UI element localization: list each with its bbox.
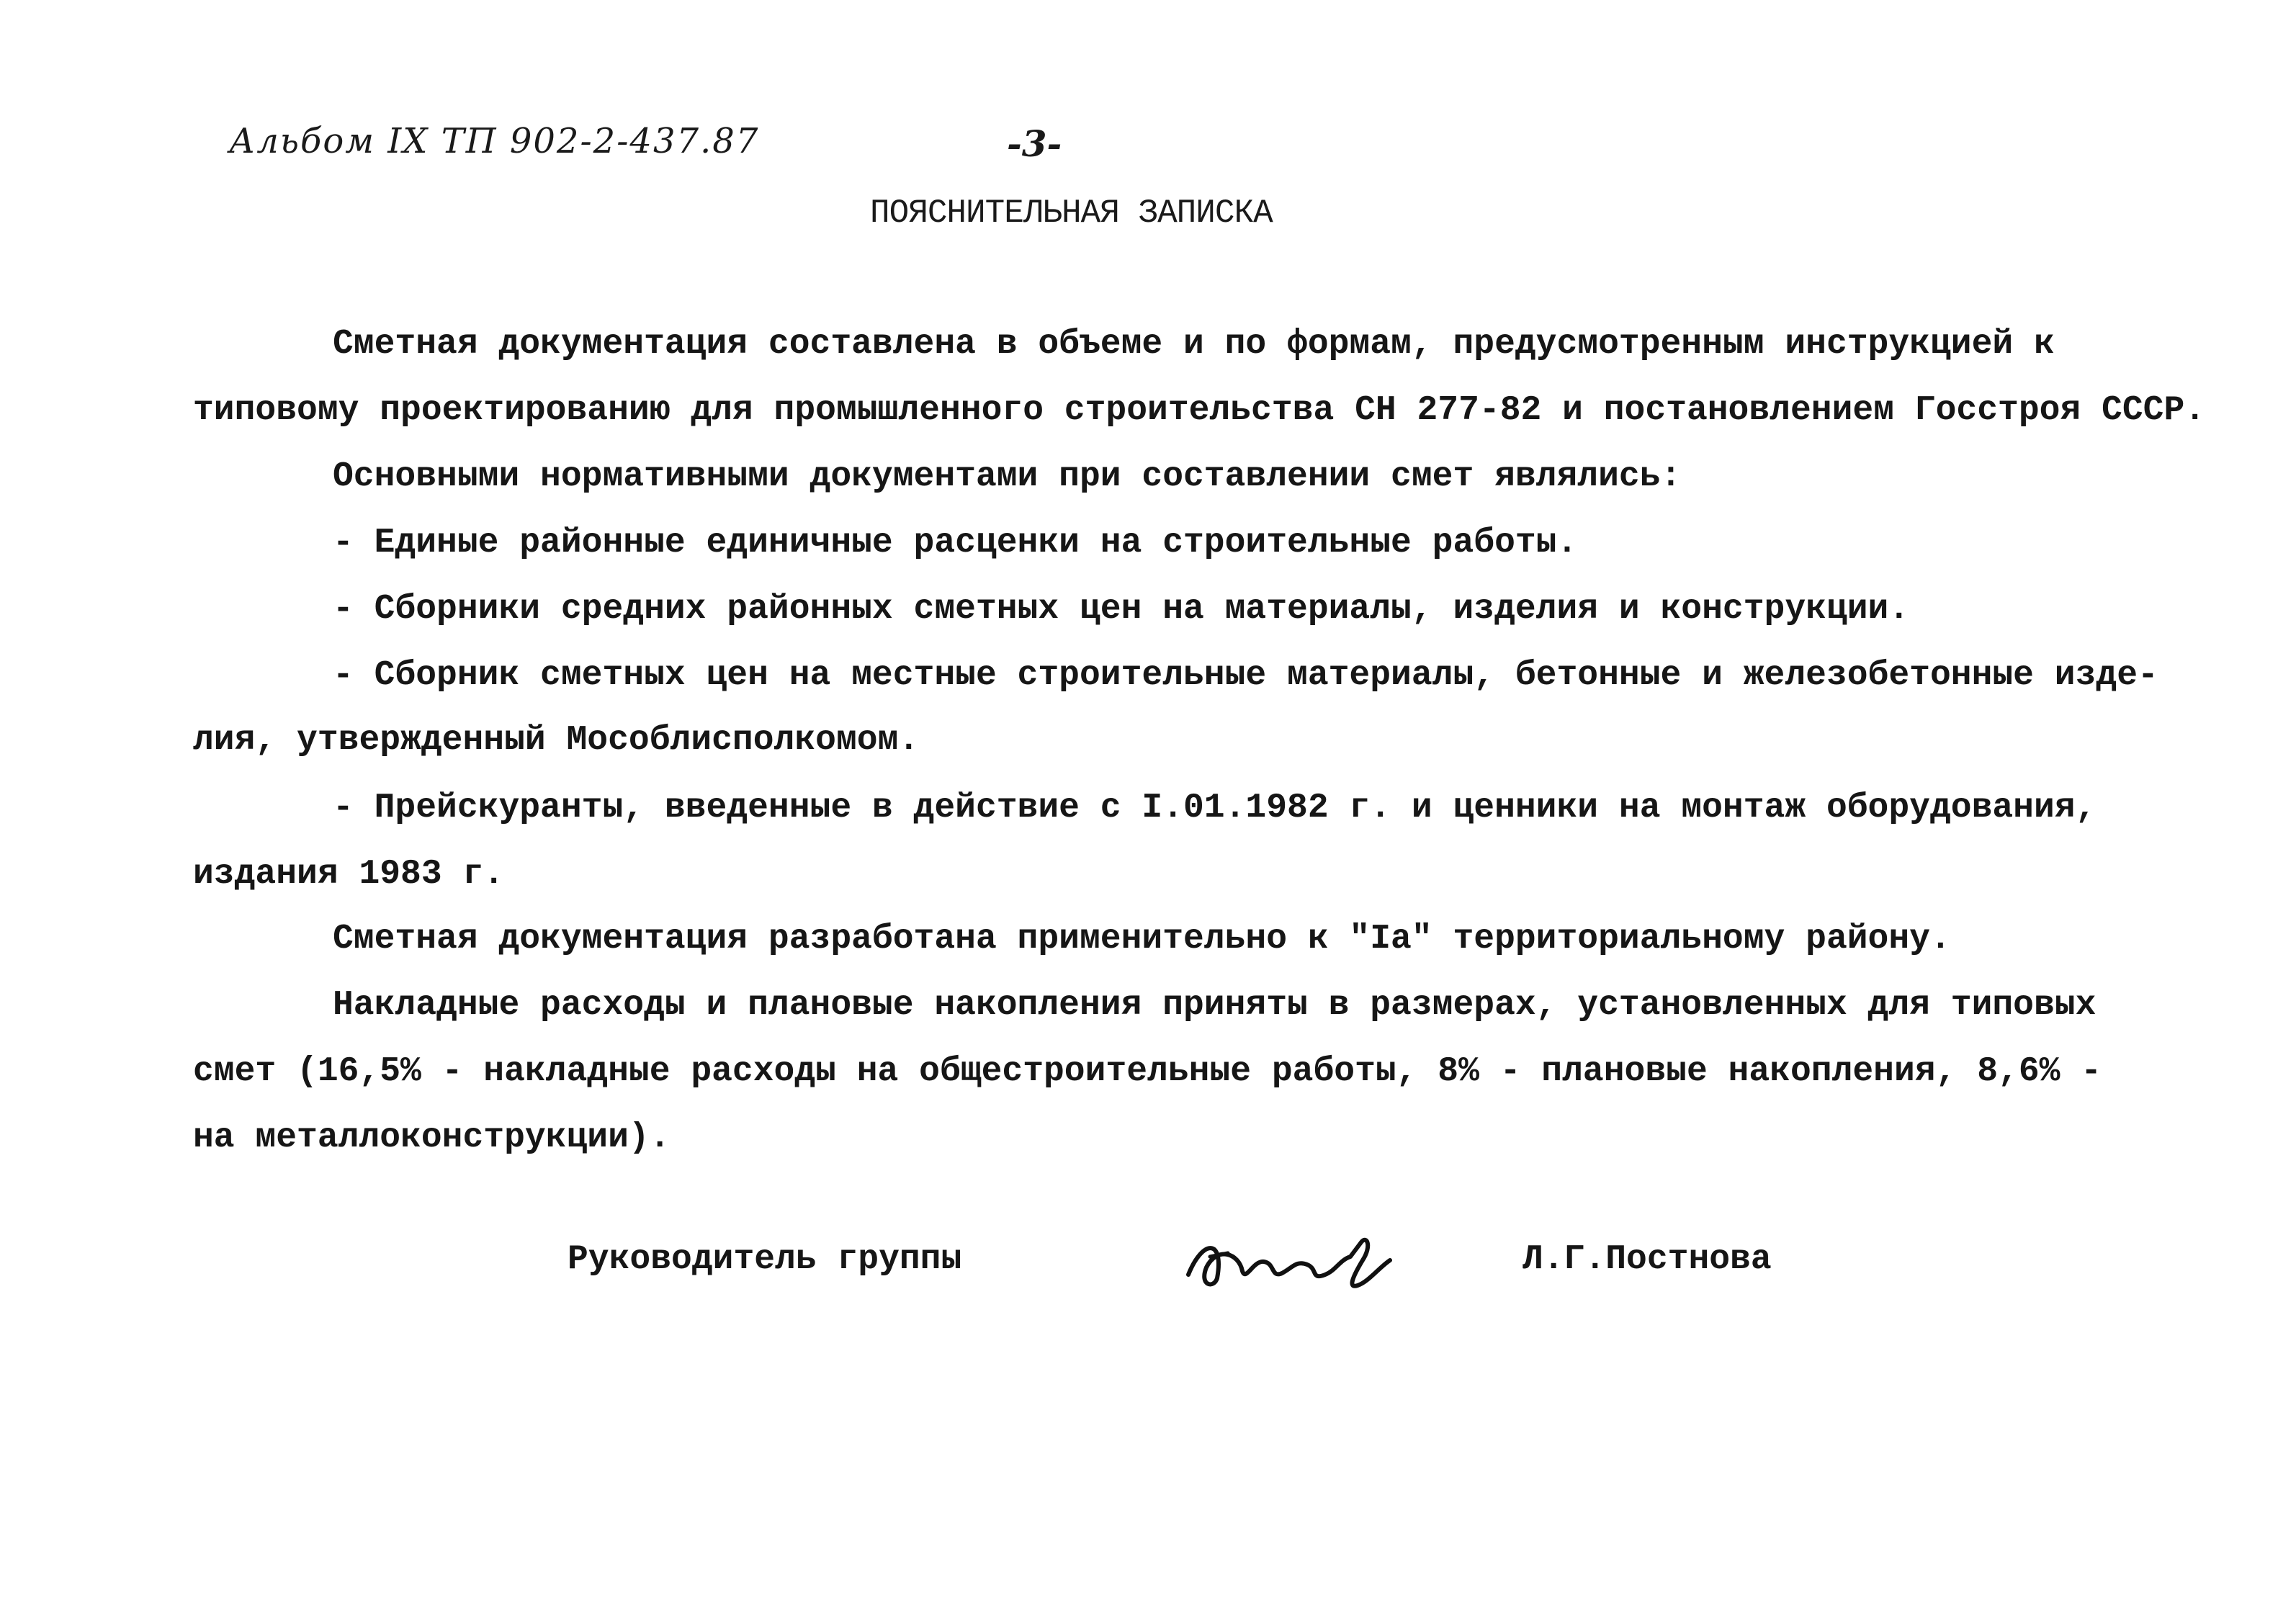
page-number: -3- [1007, 122, 1062, 165]
list-item-continuation: лия, утвержденный Мособлисполкомом. [193, 721, 920, 760]
signature-role: Руководитель группы [568, 1240, 962, 1279]
paragraph-line: на металлоконструкции). [193, 1118, 671, 1157]
paragraph-line: Накладные расходы и плановые накопления приняты в размерах, установленных для типовых [333, 986, 2097, 1025]
handwritten-signature [1174, 1217, 1404, 1303]
paragraph-line: Сметная документация разработана применительно к "Iа" территориальному району. [333, 920, 1951, 959]
album-code: Альбом IX ТП 902-2-437.87 [229, 121, 760, 161]
list-item: - Единые районные единичные расценки на строительные работы. [333, 524, 1578, 562]
paragraph-line: смет (16,5% - накладные расходы на общестроительные работы, 8% - плановые накопления, 8,6% - [193, 1052, 2102, 1091]
paragraph-line: типовому проектированию для промышленного строительства СН 277-82 и постановлением Госстроя СССР. [193, 391, 2206, 430]
paragraph-line: Сметная документация составлена в объеме и по формам, предусмотренным инструкцией к [333, 325, 2055, 364]
list-item-continuation: издания 1983 г. [193, 855, 505, 894]
paragraph-line: Основными нормативными документами при составлении смет являлись: [333, 457, 1682, 496]
document-title: ПОЯСНИТЕЛЬНАЯ ЗАПИСКА [870, 194, 1273, 232]
list-item: - Сборник сметных цен на местные строительные материалы, бетонные и железобетонные изде- [333, 656, 2158, 695]
list-item: - Сборники средних районных сметных цен на материалы, изделия и конструкции. [333, 590, 1910, 629]
signer-name: Л.Г.Постнова [1523, 1240, 1772, 1279]
list-item: - Прейскуранты, введенные в действие с I.01.1982 г. и ценники на монтаж оборудования, [333, 789, 2097, 827]
